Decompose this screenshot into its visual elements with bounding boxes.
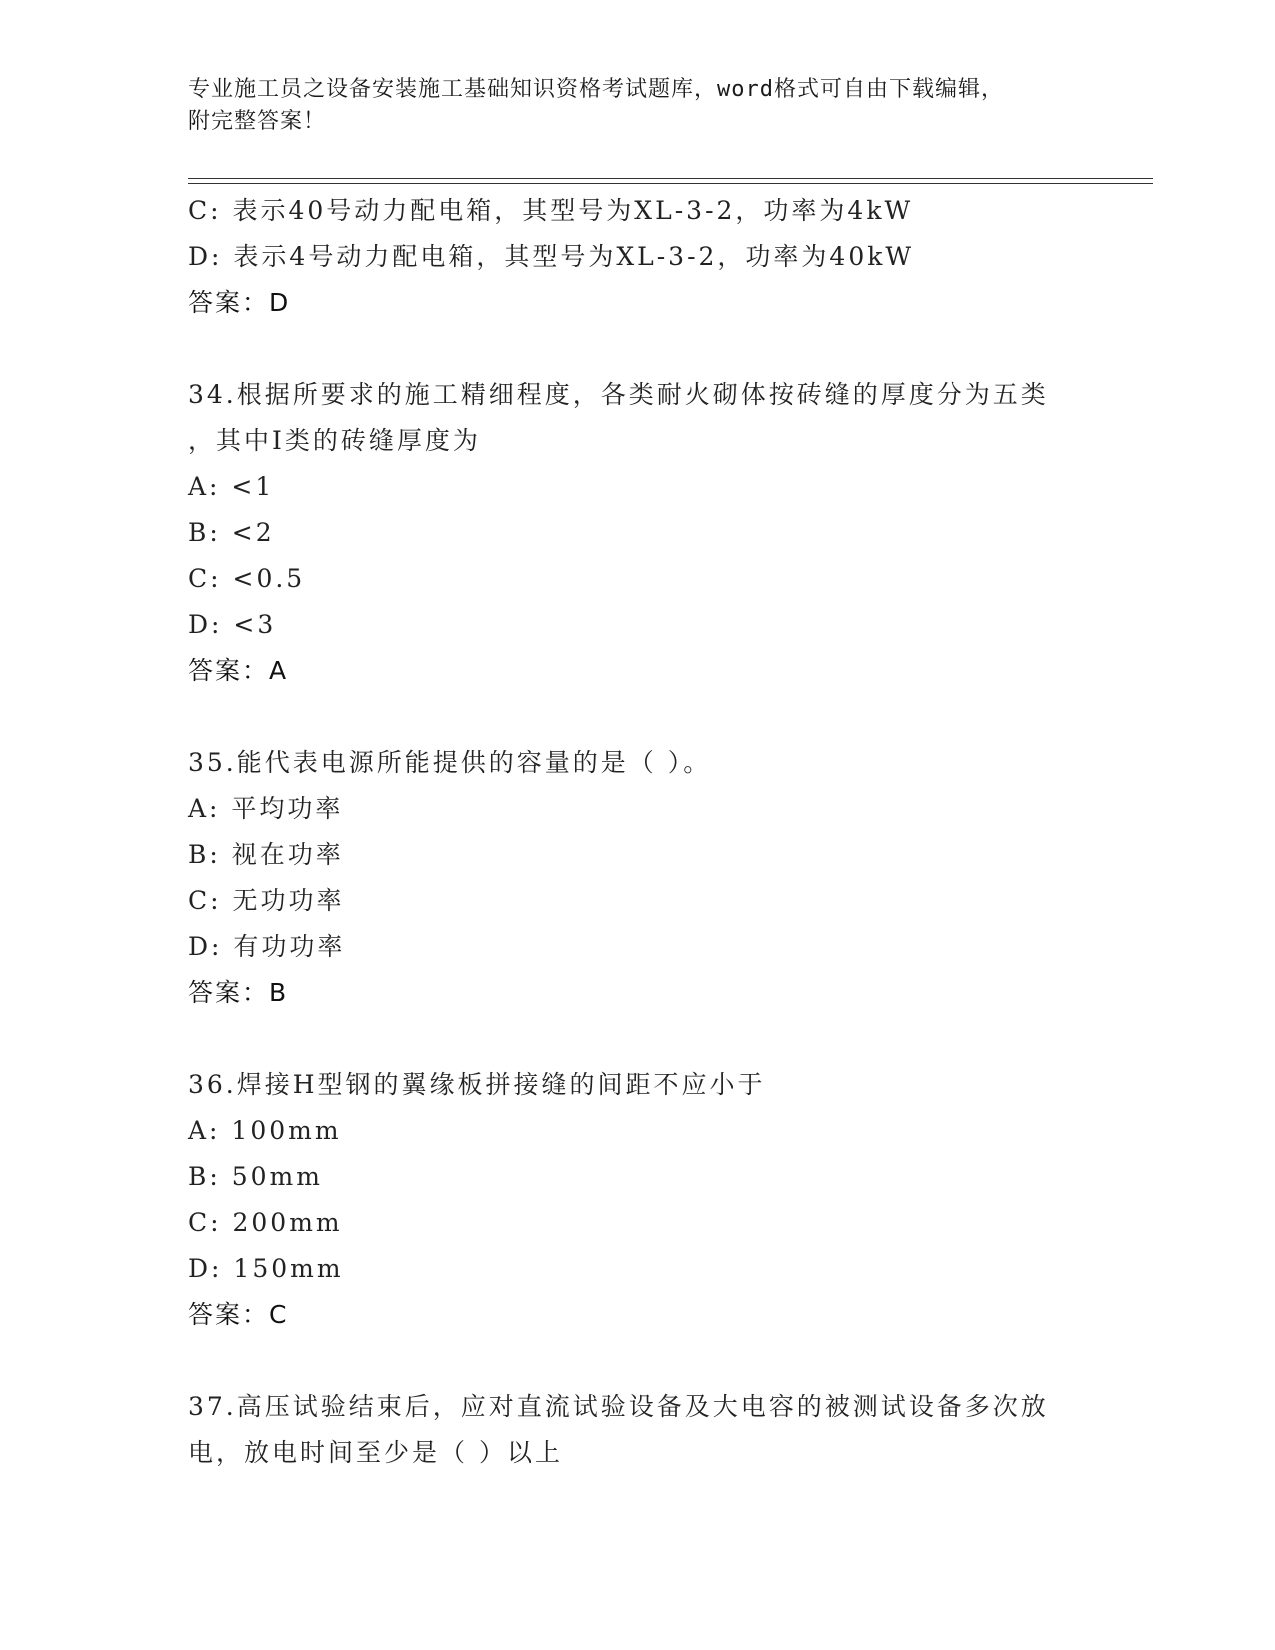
header-line-2: 附完整答案！ — [188, 109, 327, 134]
option-line: B: 视在功率 — [188, 840, 344, 869]
question-36 — [188, 1062, 1088, 1338]
spacer — [188, 326, 1088, 372]
question-35 — [188, 740, 1088, 1016]
answer-line: 答案：C — [188, 1300, 289, 1329]
option-line: B: 50mm — [188, 1162, 323, 1191]
document-header — [188, 74, 1088, 138]
option-line: A: 100mm — [188, 1116, 342, 1145]
option-line: A: <1 — [188, 472, 275, 501]
question-continued — [188, 188, 1088, 326]
answer-line: 答案：B — [188, 978, 289, 1007]
question-list — [188, 188, 1088, 1476]
question-stem: 电，放电时间至少是（ ）以上 — [188, 1438, 563, 1467]
option-line: C: 无功功率 — [188, 886, 345, 915]
option-line: D: 150mm — [188, 1254, 344, 1283]
option-line: D: <3 — [188, 610, 277, 639]
question-stem: 37.高压试验结束后，应对直流试验设备及大电容的被测试设备多次放 — [188, 1392, 1049, 1421]
option-line: C: 200mm — [188, 1208, 343, 1237]
spacer — [188, 1338, 1088, 1384]
header-divider-bottom — [188, 183, 1153, 184]
question-stem: 35.能代表电源所能提供的容量的是（ ）。 — [188, 748, 712, 777]
question-37 — [188, 1384, 1088, 1476]
question-stem: ，其中I类的砖缝厚度为 — [188, 426, 481, 455]
spacer — [188, 1016, 1088, 1062]
answer-line: 答案：D — [188, 288, 291, 317]
question-stem: 34.根据所要求的施工精细程度，各类耐火砌体按砖缝的厚度分为五类 — [188, 380, 1049, 409]
answer-line: 答案：A — [188, 656, 289, 685]
question-stem: 36.焊接H型钢的翼缘板拼接缝的间距不应小于 — [188, 1070, 766, 1099]
spacer — [188, 694, 1088, 740]
question-34 — [188, 372, 1088, 694]
option-line: A: 平均功率 — [188, 794, 344, 823]
header-divider-top — [188, 178, 1153, 179]
option-line: C: <0.5 — [188, 564, 306, 593]
option-line: C: 表示40号动力配电箱，其型号为XL-3-2，功率为4kW — [188, 196, 914, 225]
option-line: D: 表示4号动力配电箱，其型号为XL-3-2，功率为40kW — [188, 242, 915, 271]
header-line-1: 专业施工员之设备安装施工基础知识资格考试题库，word格式可自由下载编辑， — [188, 77, 1004, 102]
option-line: D: 有功功率 — [188, 932, 346, 961]
option-line: B: <2 — [188, 518, 275, 547]
